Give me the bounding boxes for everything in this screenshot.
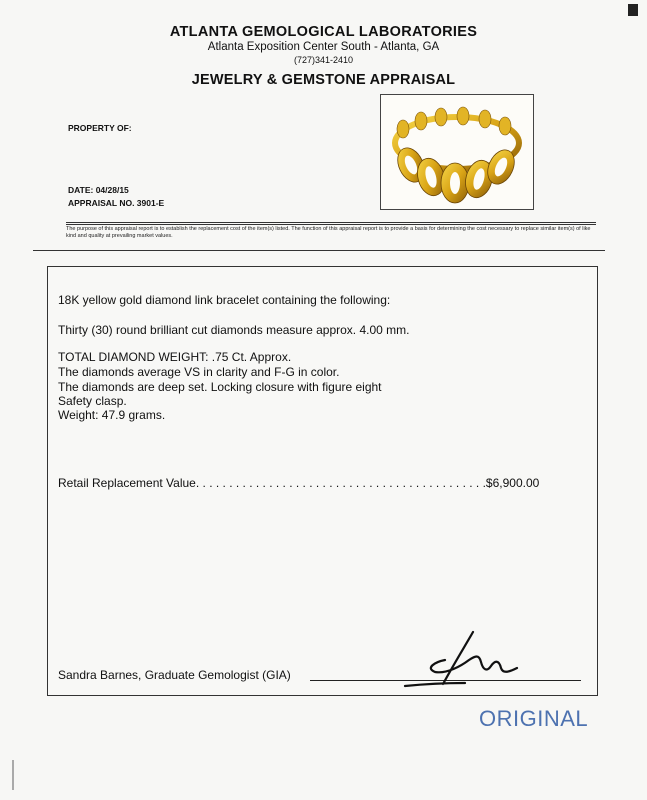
header-divider (66, 222, 596, 223)
lab-address: Atlanta Exposition Center South - Atlanta, GA (207, 41, 440, 53)
retail-value-amount: $6,900.00 (485, 476, 540, 490)
header-divider-secondary (66, 224, 596, 225)
content-frame-top (33, 250, 605, 259)
description-line-6: Safety clasp. (58, 394, 127, 408)
lab-name: ATLANTA GEMOLOGICAL LABORATORIES (169, 24, 478, 40)
leader-dots: . . . . . . . . . . . . . . . . . . . . . . . . . . . . . . . . . . . . . . . . . . . . (195, 476, 486, 490)
description-line-5: The diamonds are deep set. Locking closure with figure eight (58, 380, 382, 394)
retail-value-row (58, 476, 539, 490)
document-title: JEWELRY & GEMSTONE APPRAISAL (191, 72, 456, 88)
scan-corner-mark (628, 4, 638, 16)
description-line-1: 18K yellow gold diamond link bracelet containing the following: (58, 293, 391, 307)
purpose-statement: The purpose of this appraisal report is to establish the replacement cost of the item(s) listed. The function of this appraisal report is to provide a basis for determining the cost necessary to replace similar item(s) of like kind and quality at prevailing market values. (66, 226, 591, 239)
scan-edge-mark (12, 760, 14, 790)
appraisal-number-field: APPRAISAL NO. 3901-E (68, 198, 165, 208)
property-of-label: PROPERTY OF: (68, 123, 132, 133)
original-stamp: ORIGINAL (479, 706, 589, 731)
signer-name: Sandra Barnes, Graduate Gemologist (GIA) (58, 668, 291, 682)
description-line-2: Thirty (30) round brilliant cut diamonds measure approx. 4.00 mm. (58, 323, 410, 337)
description-line-4: The diamonds average VS in clarity and F-G in color. (58, 365, 340, 379)
bracelet-photo (380, 94, 534, 210)
description-line-7: Weight: 47.9 grams. (58, 408, 166, 422)
handwritten-signature (395, 626, 525, 701)
lab-phone: (727)341-2410 (293, 55, 354, 65)
date-field: DATE: 04/28/15 (68, 185, 129, 195)
gold-bracelet-image (381, 95, 533, 209)
retail-value-label: Retail Replacement Value (58, 476, 196, 490)
description-line-3: TOTAL DIAMOND WEIGHT: .75 Ct. Approx. (58, 350, 292, 364)
